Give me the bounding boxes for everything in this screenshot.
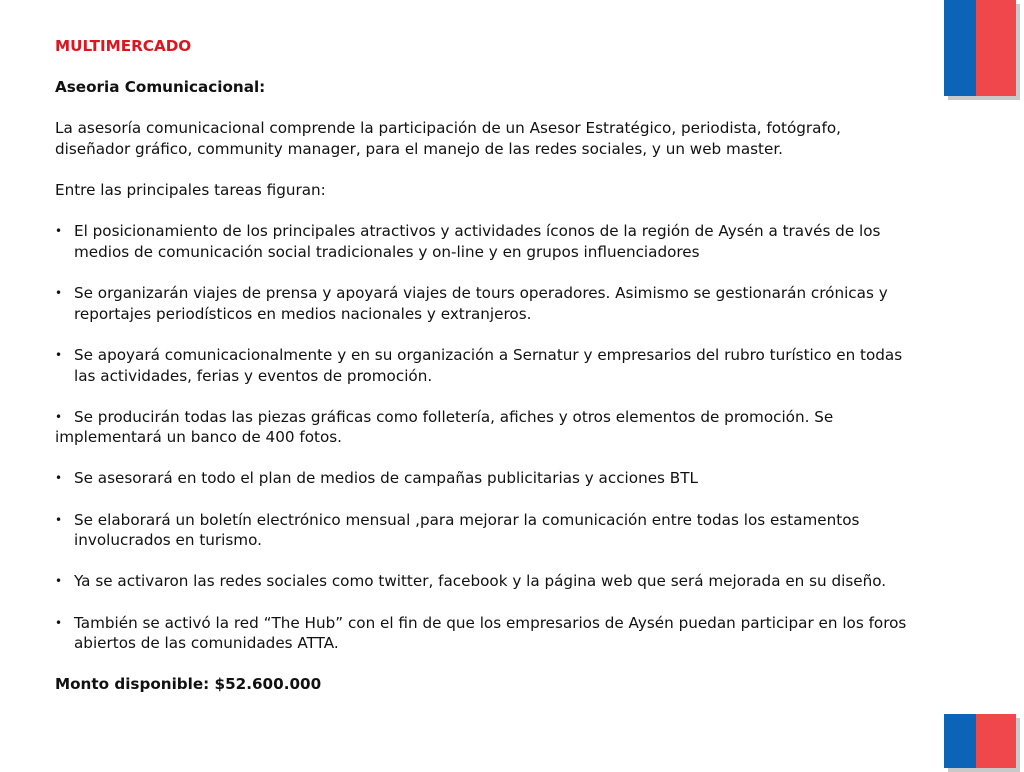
slide-title: MULTIMERCADO — [55, 37, 192, 55]
list-item — [55, 468, 915, 489]
bullet-icon: • — [55, 224, 63, 239]
intro-paragraph: La asesoría comunicacional comprende la participación de un Asesor Estratégico, periodista, fotógrafo, diseñador gráfico, community manager, para el manejo de las redes sociales, y un web master. — [55, 119, 841, 158]
flag-blue-stripe — [944, 0, 976, 96]
list-item-text: Se organizarán viajes de prensa y apoyará viajes de tours operadores. Asimismo se gestionarán crónicas y reportajes periodísticos en medios nacionales y extranjeros. — [74, 284, 888, 323]
list-item — [55, 510, 915, 551]
bullet-icon: • — [55, 512, 63, 527]
list-item-text: Se elaborará un boletín electrónico mensual ,para mejorar la comunicación entre todas los estamentos involucrados en turismo. — [74, 510, 860, 550]
bullet-icon: • — [55, 615, 63, 630]
bullet-icon: • — [55, 286, 63, 301]
list-item-text: Se producirán todas las piezas gráficas como folletería, afiches y otros elementos de promoción. Se implementará un banco de 400 fotos. — [55, 407, 834, 447]
flag-decoration-bottom — [944, 714, 1016, 768]
bullet-icon: • — [55, 574, 63, 589]
section-subtitle: Aseoria Comunicacional: — [55, 78, 266, 97]
list-item-text: Se apoyará comunicacionalmente y en su organización a Sernatur y empresarios del rubro turístico en todas las actividades, ferias y eventos de promoción. — [74, 345, 903, 385]
flag-decoration-top — [944, 0, 1016, 96]
bullet-icon: • — [55, 471, 63, 486]
list-item-text: Se asesorará en todo el plan de medios de campañas publicitarias y acciones BTL — [74, 469, 698, 488]
flag-red-stripe — [976, 0, 1016, 96]
bullet-icon: • — [55, 347, 63, 362]
budget-amount: Monto disponible: $52.600.000 — [55, 675, 322, 694]
tasks-heading: Entre las principales tareas figuran: — [55, 181, 326, 200]
bullet-icon: • — [55, 409, 63, 424]
slide-content — [55, 36, 915, 716]
flag-blue-stripe — [944, 714, 976, 768]
list-item-text: Ya se activaron las redes sociales como twitter, facebook y la página web que será mejorada en su diseño. — [74, 572, 887, 591]
list-item — [55, 283, 915, 324]
list-item-text: También se activó la red “The Hub” con el fin de que los empresarios de Aysén puedan participar en los foros abiertos de las comunidades ATTA. — [74, 613, 907, 653]
list-item — [55, 345, 915, 386]
list-item — [55, 407, 915, 448]
list-item-text: El posicionamiento de los principales atractivos y actividades íconos de la región de Aysén a través de los medios de comunicación social tradicionales y on-line y en grupos influenciadores — [74, 222, 881, 261]
list-item — [55, 613, 915, 654]
list-item — [55, 221, 915, 262]
flag-red-stripe — [976, 714, 1016, 768]
list-item — [55, 571, 915, 592]
